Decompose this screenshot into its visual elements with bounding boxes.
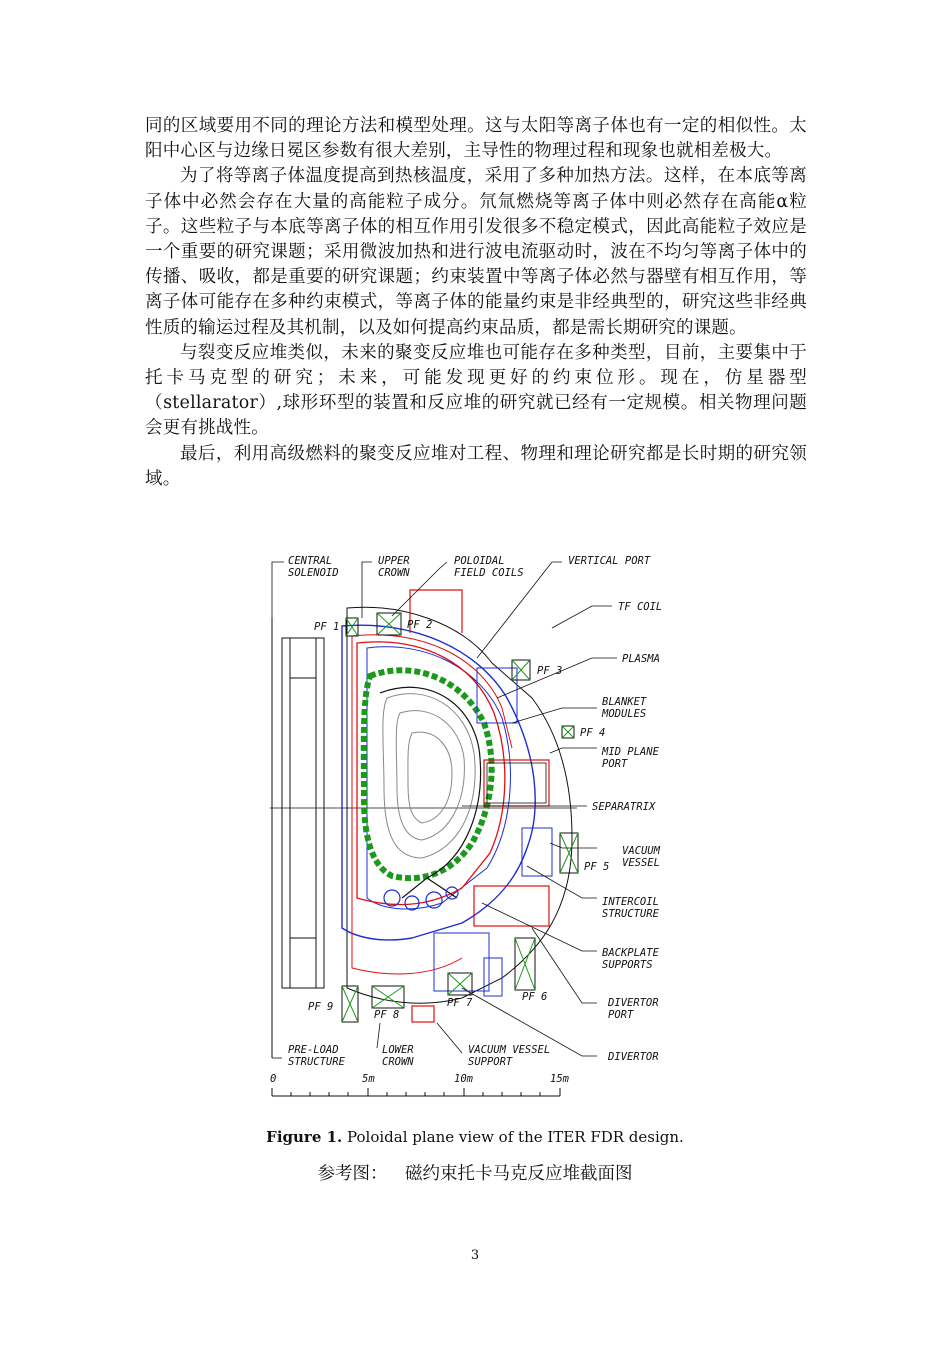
- label-upper-crown-2: CROWN: [378, 567, 410, 579]
- label-separatrix: SEPARATRIX: [592, 801, 656, 813]
- iter-diagram-figure: [262, 548, 682, 1108]
- label-pf2: PF 2: [407, 619, 433, 631]
- paragraph-1: 同的区域要用不同的理论方法和模型处理。这与太阳等离子体也有一定的相似性。太阳中心区与边缘日冕区参数有很大差别，主导性的物理过程和现象也就相差极大。: [145, 116, 807, 162]
- label-central-solenoid-2: SOLENOID: [288, 567, 339, 579]
- label-poloidal-field-coils-2: FIELD COILS: [454, 567, 524, 579]
- label-upper-crown-1: UPPER: [378, 555, 410, 567]
- scale-tick-10m: 10m: [454, 1073, 473, 1085]
- label-pf3: PF 3: [537, 665, 563, 677]
- reference-caption: [0, 1160, 950, 1185]
- figure-label: Figure 1.: [266, 1128, 343, 1146]
- label-lower-crown-2: CROWN: [382, 1056, 414, 1068]
- scale-bar: [272, 1088, 560, 1096]
- label-vacuum-vessel-2: VESSEL: [622, 857, 660, 869]
- label-pf9: PF 9: [308, 1001, 334, 1013]
- scale-tick-15m: 15m: [550, 1073, 569, 1085]
- label-poloidal-field-coils-1: POLOIDAL: [454, 555, 505, 567]
- label-pf1: PF 1: [314, 621, 340, 633]
- label-intercoil-structure-1: INTERCOIL: [602, 896, 659, 908]
- label-mid-plane-port-2: PORT: [602, 758, 628, 770]
- label-pre-load-structure-2: STRUCTURE: [288, 1056, 345, 1068]
- label-lower-crown-1: LOWER: [382, 1044, 414, 1056]
- label-vacuum-vessel-support-2: SUPPORT: [468, 1056, 513, 1068]
- label-vertical-port: VERTICAL PORT: [568, 555, 651, 567]
- body-text: [145, 114, 807, 492]
- label-backplate-supports-1: BACKPLATE: [602, 947, 659, 959]
- label-pre-load-structure-1: PRE-LOAD: [288, 1044, 339, 1056]
- reference-label: 参考图：: [317, 1164, 388, 1184]
- label-mid-plane-port-1: MID PLANE: [602, 746, 659, 758]
- label-pf7: PF 7: [447, 997, 473, 1009]
- label-blanket-modules-1: BLANKET: [602, 696, 647, 708]
- reference-text: 磁约束托卡马克反应堆截面图: [405, 1164, 633, 1184]
- label-vacuum-vessel-support-1: VACUUM VESSEL: [468, 1044, 551, 1056]
- paragraph-2: 为了将等离子体温度提高到热核温度，采用了多种加热方法。这样，在本底等离子体中必然会存在大量的高能粒子成分。氘氚燃烧等离子体中则必然存在高能α粒子。这些粒子与本底等离子体的相互作用引发很多不稳定模式，因此高能粒子效应是一个重要的研究课题；采用微波加热和进行波电流驱动时，波在不均匀等离子体中的传播、吸收，都是重要的研究课题；约束装置中等离子体必然与器壁有相互作用，等离子体可能存在多种约束模式，等离子体的能量约束是非经典型的，研究这些非经典性质的输运过程及其机制，以及如何提高约束品质，都是需长期研究的课题。: [145, 166, 807, 338]
- label-divertor-port-2: PORT: [608, 1009, 634, 1021]
- red-vessel-outline: [357, 642, 505, 905]
- scale-tick-0: 0: [270, 1073, 277, 1085]
- blanket-modules-shape: [364, 670, 492, 878]
- figure-caption: [0, 1128, 950, 1146]
- label-pf6: PF 6: [522, 991, 548, 1003]
- paragraph-4: 最后，利用高级燃料的聚变反应堆对工程、物理和理论研究都是长时期的研究领域。: [145, 443, 807, 489]
- label-blanket-modules-2: MODULES: [602, 708, 647, 720]
- label-divertor-port-1: DIVERTOR: [608, 997, 659, 1009]
- label-tf-coil: TF COIL: [618, 601, 663, 613]
- label-divertor: DIVERTOR: [608, 1051, 659, 1063]
- label-pf4: PF 4: [580, 727, 606, 739]
- label-central-solenoid-1: CENTRAL: [288, 555, 333, 567]
- page-number: 3: [470, 1248, 480, 1263]
- paragraph-3: 与裂变反应堆类似，未来的聚变反应堆也可能存在多种类型，目前，主要集中于托卡马克型的研究；未来，可能发现更好的约束位形。现在，仿星器型（stellarator）,球形环型的装置和反应堆的研究就已经有一定规模。相关物理问题会更有挑战性。: [145, 342, 807, 439]
- figure-caption-text: Poloidal plane view of the ITER FDR design.: [347, 1128, 684, 1146]
- label-plasma: PLASMA: [622, 653, 660, 665]
- label-intercoil-structure-2: STRUCTURE: [602, 908, 659, 920]
- scale-tick-5m: 5m: [362, 1073, 375, 1085]
- label-backplate-supports-2: SUPPORTS: [602, 959, 653, 971]
- label-pf5: PF 5: [584, 861, 610, 873]
- label-vacuum-vessel-1: VACUUM: [622, 845, 660, 857]
- label-pf8: PF 8: [374, 1009, 400, 1021]
- iter-cross-section-diagram: [262, 548, 682, 1108]
